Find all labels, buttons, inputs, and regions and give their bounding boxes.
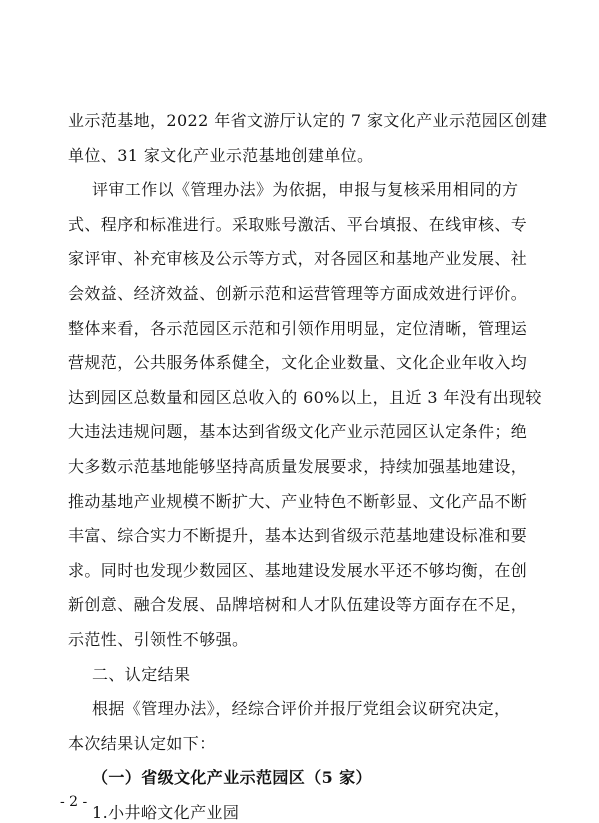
paragraph-line: 示范性、引领性不够强。	[68, 630, 249, 649]
paragraph-line: 达到园区总数量和园区总收入的 60%以上，且近 3 年没有出现较	[68, 388, 542, 407]
paragraph-line: 营规范，公共服务体系健全，文化企业数量、文化企业年收入均	[68, 353, 528, 372]
paragraph-line: 大多数示范基地能够坚持高质量发展要求，持续加强基地建设，	[68, 457, 528, 476]
paragraph-line: 大违法违规问题，基本达到省级文化产业示范园区认定条件；绝	[68, 422, 528, 441]
paragraph-line: 单位、31 家文化产业示范基地创建单位。	[68, 146, 374, 165]
list-item: 1.小井峪文化产业园	[92, 803, 240, 822]
paragraph-line: 整体来看，各示范园区示范和引领作用明显，定位清晰，管理运	[68, 319, 528, 338]
subsection-heading: （一）省级文化产业示范园区（5 家）	[92, 768, 372, 787]
paragraph-line: 推动基地产业规模不断扩大、产业特色不断彰显、文化产品不断	[68, 492, 528, 511]
paragraph-line: 评审工作以《管理办法》为依据，申报与复核采用相同的方	[92, 180, 519, 199]
paragraph-line: 丰富、综合实力不断提升，基本达到省级示范基地建设标准和要	[68, 526, 528, 545]
paragraph-line: 家评审、补充审核及公示等方式，对各园区和基地产业发展、社	[68, 249, 528, 268]
paragraph-line: 求。同时也发现少数园区、基地建设发展水平还不够均衡，在创	[68, 561, 528, 580]
paragraph-line: 新创意、融合发展、品牌培树和人才队伍建设等方面存在不足，	[68, 595, 528, 614]
paragraph-line: 本次结果认定如下：	[68, 734, 216, 753]
paragraph-line: 根据《管理办法》，经综合评价并报厅党组会议研究决定，	[92, 699, 511, 718]
paragraph-line: 业示范基地，2022 年省文游厅认定的 7 家文化产业示范园区创建	[68, 111, 548, 130]
paragraph-line: 会效益、经济效益、创新示范和运营管理等方面成效进行评价。	[68, 284, 528, 303]
section-heading: 二、认定结果	[92, 665, 191, 684]
paragraph-line: 式、程序和标准进行。采取账号激活、平台填报、在线审核、专	[68, 215, 528, 234]
page-number: - 2 -	[60, 794, 88, 810]
